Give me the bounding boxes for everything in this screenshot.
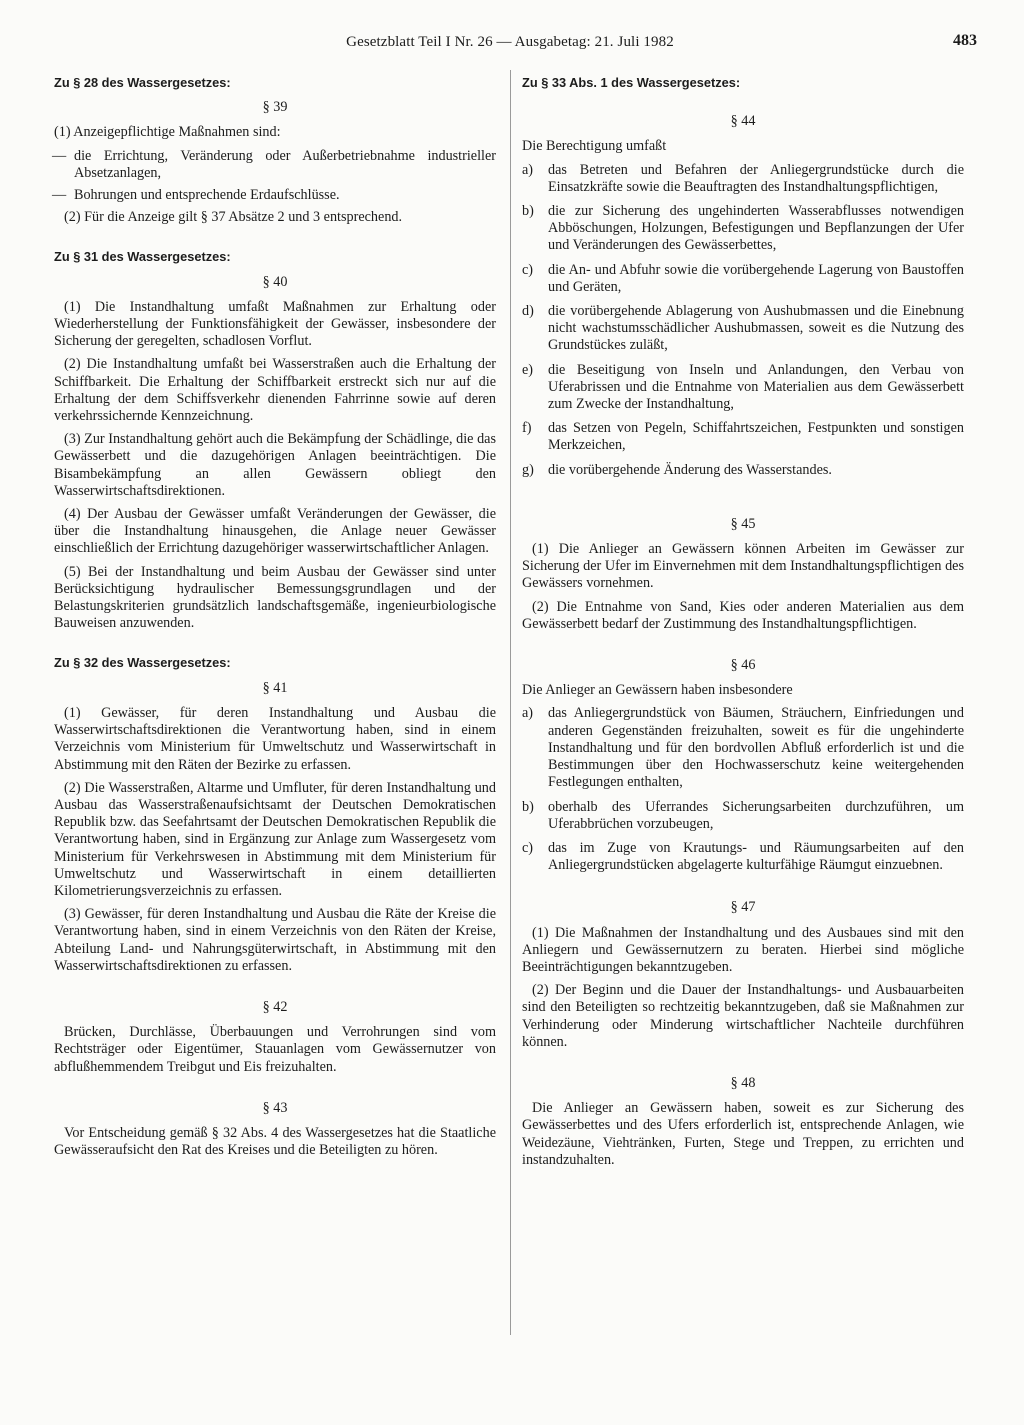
list-item-text: die An- und Abfuhr sowie die vorübergehende Lagerung von Baustoffen und Geräten, — [548, 261, 964, 295]
list-item — [522, 203, 964, 255]
para-40-4: (4) Der Ausbau der Gewässer umfaßt Veränderungen der Gewässer, die über die Instandhaltung hinausgehen, die Anlage neuer Gewässer einschließlich der Errichtung dazugehöriger wasserwirtschaftlicher Anlagen. — [54, 506, 496, 557]
para-40-2: (2) Die Instandhaltung umfaßt bei Wasserstraßen auch die Erhaltung der Schiffbarkeit. Die Erhaltung der Schiffbarkeit erstreckt sich nur auf die Erhaltung der dem Schiffsverkehr dienenden Fahrrinne sowie auf deren verkehrssichernde Kennzeichnung. — [54, 356, 496, 425]
list-item — [522, 262, 964, 296]
list-item-text: das Anliegergrundstück von Bäumen, Sträuchern, Einfriedungen und anderen Gegenständen freizuhalten, soweit es für die ungehinderte Instandhaltung und für den bordvollen Abfluß erforderlich ist und die Bestimmungen über den Hochwasserschutz keine weitergehenden Festlegungen enthalten, — [548, 705, 964, 791]
list-item — [522, 162, 964, 196]
right-column — [522, 74, 964, 1175]
list-item-text: die vorübergehende Ablagerung von Aushubmassen und die Einebnung nicht wachstumsschädlicher Aushubmassen, soweit es die Nutzung des Grundstückes zuläßt, — [548, 303, 964, 354]
list-item — [522, 840, 964, 874]
list-item-text: die Beseitigung von Inseln und Anlandungen, den Verbau von Uferabrissen und die Entnahme von Materialien aus dem Gewässerbett zum Zwecke der Instandhaltung, — [548, 361, 964, 413]
page-number: 483 — [953, 32, 977, 49]
letter-marker: g) — [522, 461, 534, 478]
left-column — [54, 74, 496, 1165]
para-44-intro: Die Berechtigung umfaßt — [522, 138, 667, 155]
list-item — [522, 303, 964, 355]
list-item-text: das Setzen von Pegeln, Schiffahrtszeichen, Festpunkten und sonstigen Merkzeichen, — [548, 420, 964, 454]
list-item-text: die Errichtung, Veränderung oder Außerbetriebnahme industrieller Absetzanlagen, — [74, 147, 496, 181]
para-40-3: (3) Zur Instandhaltung gehört auch die Bekämpfung der Schädlinge, die das Gewässerbett und die dazugehörigen Anlagen beeinträchtigen. Die Bisambekämpfung an allen Gewässern obliegt den Wasserwirtschaftsdirektionen. — [54, 431, 496, 499]
paragraph-number-39: § 39 — [262, 99, 288, 116]
letter-marker: b) — [522, 203, 534, 220]
list-item — [522, 362, 964, 414]
paragraph-number-44: § 44 — [730, 113, 756, 130]
list-item-text: die zur Sicherung des ungehinderten Wasserabflusses notwendigen Abböschungen, Holzungen, Befestigungen und Bepflanzungen der Ufer und Veränderungen des Gewässerbettes, — [548, 203, 964, 254]
list-item-text: die vorübergehende Änderung des Wasserstandes. — [548, 461, 832, 478]
letter-marker: a) — [522, 161, 534, 178]
column-divider — [510, 70, 511, 1335]
paragraph-number-48: § 48 — [730, 1074, 756, 1091]
list-item-text: das im Zuge von Krautungs- und Räumungsarbeiten auf den Anliegergrundstücken abgelagerte kulturfähige Räumgut einzuebnen. — [548, 839, 964, 874]
list-item-text: das Betreten und Befahren der Anliegergrundstücke durch die Einsatzkräfte sowie die Beauftragten des Instandhaltungspflichtigen, — [548, 161, 964, 195]
section-heading-s33: Zu § 33 Abs. 1 des Wassergesetzes: — [522, 75, 741, 90]
letter-marker: f) — [522, 420, 532, 437]
page-header: Gesetzblatt Teil I Nr. 26 — Ausgabetag: 21. Juli 1982 — [346, 34, 674, 50]
dash-marker: — — [52, 187, 67, 204]
paragraph-number-42: § 42 — [262, 998, 288, 1015]
list-item-text: Bohrungen und entsprechende Erdaufschlüsse. — [74, 187, 340, 204]
letter-marker: b) — [522, 798, 534, 815]
paragraph-number-47: § 47 — [730, 899, 756, 916]
para-39-2: (2) Für die Anzeige gilt § 37 Absätze 2 und 3 entsprechend. — [64, 209, 403, 226]
para-40-1: (1) Die Instandhaltung umfaßt Maßnahmen zur Erhaltung oder Wiederherstellung der Funktionsfähigkeit der Gewässer, insbesondere der Sicherung der geregelten, schadlosen Vorflut. — [54, 298, 496, 350]
letter-marker: e) — [522, 361, 534, 378]
paragraph-number-46: § 46 — [730, 657, 756, 674]
dash-marker: — — [52, 147, 67, 164]
paragraph-number-45: § 45 — [730, 515, 756, 532]
letter-marker: a) — [522, 705, 534, 722]
para-45-1: (1) Die Anlieger an Gewässern können Arbeiten im Gewässer zur Sicherung der Ufer im Einvernehmen mit dem Instandhaltungspflichtigen des Gewässers vornehmen. — [522, 541, 964, 592]
list-item — [522, 462, 964, 479]
list-item — [522, 705, 964, 791]
section-heading-s28: Zu § 28 des Wassergesetzes: — [54, 75, 231, 90]
para-45-2: (2) Die Entnahme von Sand, Kies oder anderen Materialien aus dem Gewässerbett bedarf der Zustimmung des Instandhaltungspflichtigen. — [522, 598, 964, 632]
list-item — [522, 420, 964, 454]
letter-marker: c) — [522, 839, 534, 856]
list-item — [522, 799, 964, 833]
letter-marker: d) — [522, 303, 534, 320]
para-41-3: (3) Gewässer, für deren Instandhaltung und Ausbau die Räte der Kreise die Verantwortung haben, sind in einem Verzeichnis von den Räten der Kreise, Abteilung Land- und Nahrungsgüterwirtschaft, in Abstimmung mit den Wasserwirtschaftsdirektionen zu erfassen. — [54, 906, 496, 974]
list-item — [54, 148, 496, 182]
para-39-intro: (1) Anzeigepflichtige Maßnahmen sind: — [54, 124, 281, 141]
para-48-1: Die Anlieger an Gewässern haben, soweit es zur Sicherung des Gewässerbettes und des Ufers erforderlich ist, entsprechende Anlagen, wie Weidezäune, Viehtränken, Furten, Stege und Treppen, zu errichten und instandzuhalten. — [522, 1100, 964, 1168]
paragraph-number-41: § 41 — [262, 679, 288, 696]
para-41-2: (2) Die Wasserstraßen, Altarme und Umfluter, für deren Instandhaltung und Ausbau das Wasserstraßenaufsichtsamt der Deutschen Demokratischen Republik bzw. das Seefahrtsamt der Deutschen Demokratischen Republik die Verantwortung haben, sind in Ergänzung zur Anlage zum Wassergesetz vom Ministerium für Verkehrswesen in Abstimmung mit dem Ministerium für Umweltschutz und Wasserwirtschaft in einem detaillierten Kilometrierungsverzeichnis zu erfassen. — [54, 779, 496, 899]
para-47-1: (1) Die Maßnahmen der Instandhaltung und des Ausbaues sind mit den Anliegern und Gewässernutzern zu beraten. Hierbei sind mögliche Beeinträchtigungen bekanntzugeben. — [522, 924, 964, 975]
para-43-1: Vor Entscheidung gemäß § 32 Abs. 4 des Wassergesetzes hat die Staatliche Gewässeraufsicht den Rat des Kreises und die Beteiligten zu hören. — [54, 1124, 496, 1159]
list-item-text: oberhalb des Uferrandes Sicherungsarbeiten durchzuführen, um Uferabbrüchen vorzubeugen, — [548, 798, 964, 832]
list-item — [54, 187, 496, 204]
letter-marker: c) — [522, 261, 534, 278]
para-46-intro: Die Anlieger an Gewässern haben insbesondere — [522, 682, 793, 699]
paragraph-number-40: § 40 — [262, 273, 288, 290]
para-40-5: (5) Bei der Instandhaltung und beim Ausbau der Gewässer sind unter Berücksichtigung hydraulischer Bemessungsgrundlagen und der Belastungskriterien grundsätzlich landschaftsgemäße, ingenieurbiologische Bauweisen anzuwenden. — [54, 563, 496, 632]
paragraph-number-43: § 43 — [262, 1099, 288, 1116]
para-41-1: (1) Gewässer, für deren Instandhaltung und Ausbau die Wasserwirtschaftsdirektionen die Verantwortung haben, sind in einem Verzeichnis vom Ministerium für Umweltschutz und Wasserwirtschaft in Abstimmung mit den Räten der Bezirke zu erfassen. — [54, 704, 496, 773]
section-heading-s32: Zu § 32 des Wassergesetzes: — [54, 655, 231, 671]
para-42-1: Brücken, Durchlässe, Überbauungen und Verrohrungen sind vom Rechtsträger oder Eigentümer, Stauanlagen vom Gewässernutzer von abflußhemmendem Treibgut und Eis freizuhalten. — [54, 1024, 496, 1075]
para-47-2: (2) Der Beginn und die Dauer der Instandhaltungs- und Ausbauarbeiten sind den Beteiligten so rechtzeitig bekanntzugeben, daß sie Maßnahmen zur Verhinderung oder Minderung wirtschaftlicher Nachteile durchführen können. — [522, 982, 964, 1050]
section-heading-s31: Zu § 31 des Wassergesetzes: — [54, 249, 231, 265]
